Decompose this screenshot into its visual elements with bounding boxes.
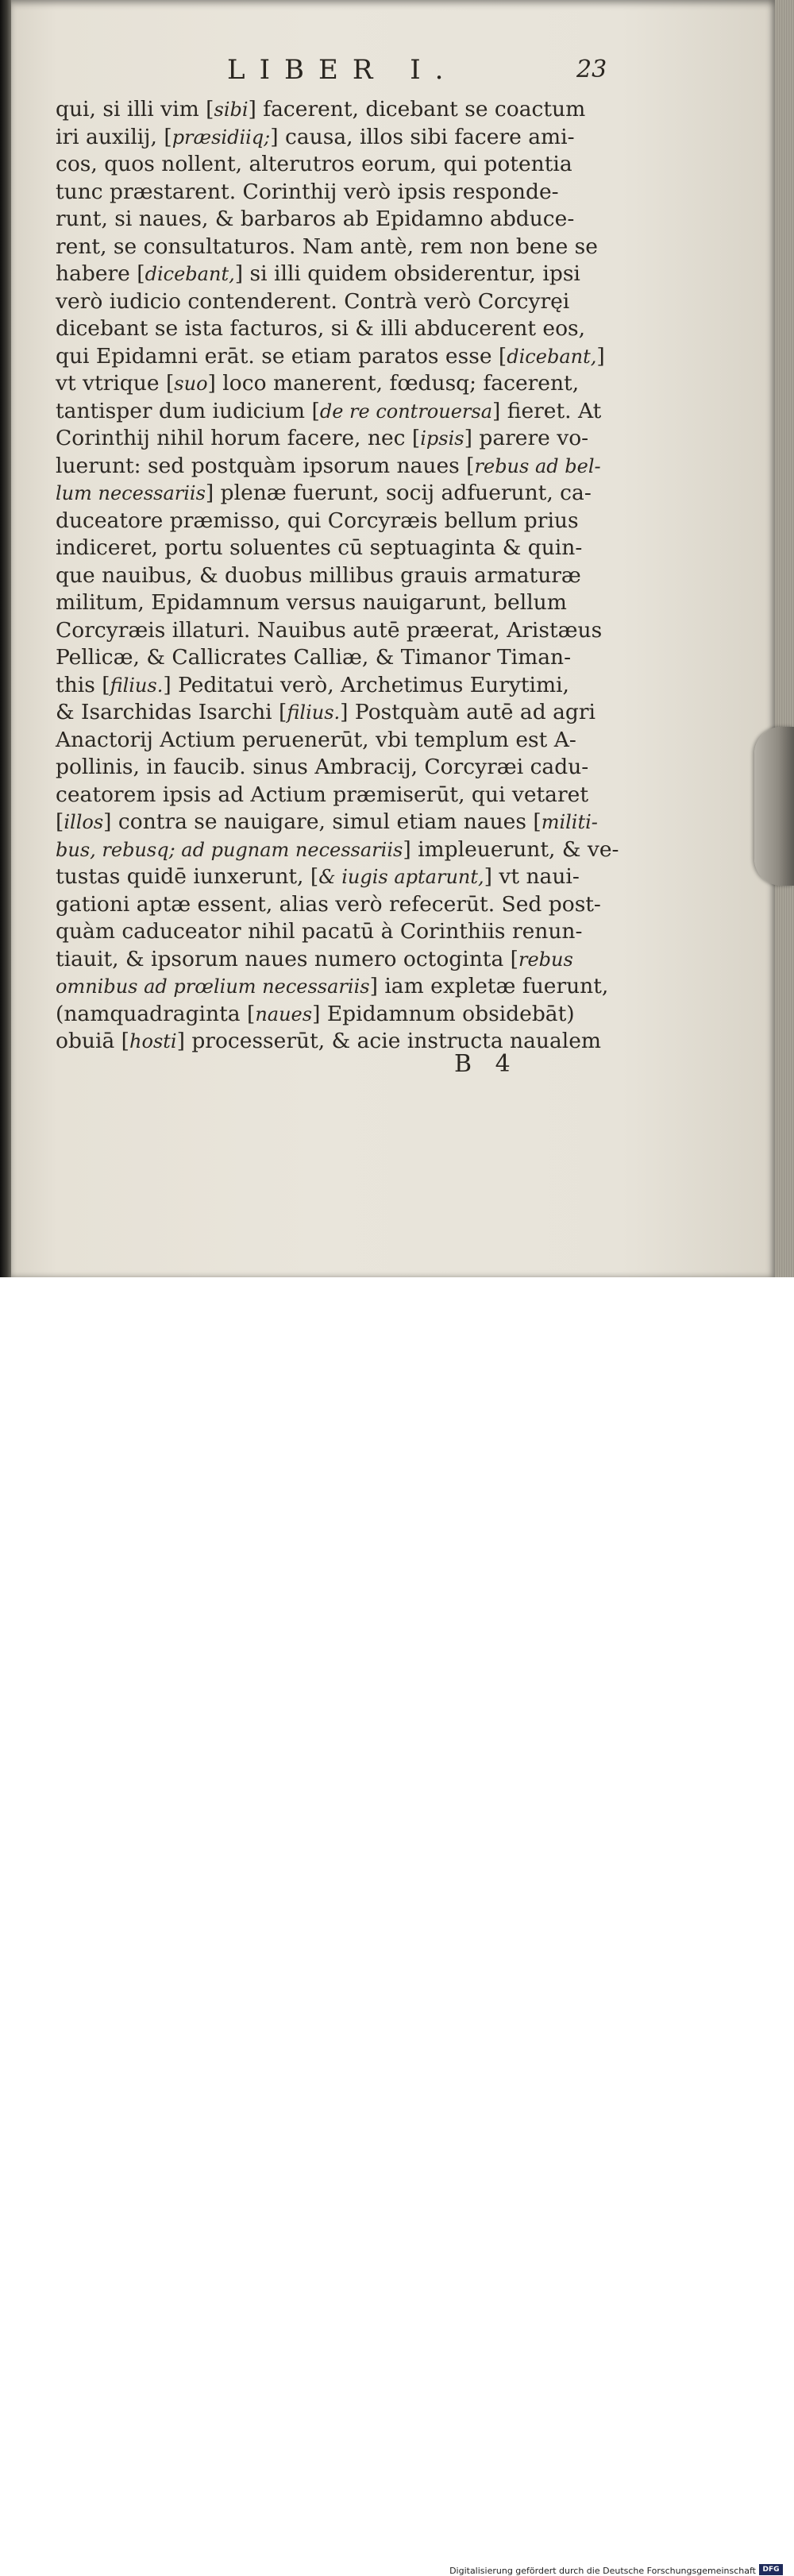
text-segment: quàm caduceator nihil pacatū à Corinthiis renun- [56,919,583,944]
text-segment: que nauibus, & duobus millibus grauis armaturæ [56,562,581,588]
text-line [56,754,627,782]
text-segment: ] fieret. At [492,398,602,423]
bracketed-note: filius. [287,701,341,724]
page-turn-tab[interactable] [754,727,794,886]
text-segment: dicebant se ista facturos, si & illi abducerent eos, [56,316,586,341]
text-line [56,453,627,481]
dfg-logo-icon: DFG [759,2564,783,2575]
bracketed-note: & iugis aptarunt, [318,866,484,888]
bracketed-note: filius. [110,674,164,697]
text-line [56,809,627,836]
text-line [56,480,627,508]
text-line [56,398,627,426]
bracketed-note: lum necessariis [56,482,206,504]
text-line [56,836,627,864]
text-segment: ] Epidamnum obsidebāt) [312,1001,575,1026]
text-line [56,315,627,343]
text-segment: habere [ [56,261,145,286]
text-segment: rent, se consultaturos. Nam antè, rem non bene se [56,234,598,259]
text-line [56,343,627,371]
text-line [56,535,627,562]
text-segment: ] si illi quidem obsiderentur, ipsi [234,261,580,286]
text-segment: vt vtrique [ [56,371,175,396]
text-segment: gationi aptæ essent, alias verò refecerūt. Sed post- [56,891,601,917]
text-line [56,589,627,617]
text-segment: cos, quos nollent, alterutros eorum, qui potentia [56,152,572,176]
text-line [56,288,627,316]
footer-bar [0,1277,794,2576]
text-line [56,234,627,261]
text-segment: ] causa, illos sibi facere ami- [270,124,575,149]
text-segment: qui Epidamni erāt. se etiam paratos esse [ [56,343,507,369]
bracketed-note: illos [64,811,104,833]
text-segment: ] iam expletæ fuerunt, [369,974,609,998]
bracketed-note: rebus ad bel- [474,454,601,477]
text-line [56,425,627,453]
text-line [56,617,627,645]
text-segment: tantisper dum iudicium [ [56,398,320,423]
text-line [56,1001,627,1029]
text-line [56,1028,627,1056]
text-segment: ] plenæ fuerunt, socij adfuerunt, ca- [205,481,592,505]
text-line [56,918,627,946]
text-segment: this [ [56,672,110,697]
bracketed-note: dicebant, [507,345,597,368]
text-line [56,370,627,398]
signature-mark: B 4 [454,1050,518,1078]
bracketed-note: sibi [214,98,249,121]
text-line [56,973,627,1001]
text-segment: Anactorij Actium peruenerūt, vbi templum est A- [56,727,576,752]
book-binding [0,0,11,1277]
text-segment: Corinthij nihil horum facere, nec [ [56,426,421,450]
bracketed-note: dicebant, [145,263,235,285]
bracketed-note: omnibus ad prœlium necessariis [56,975,370,998]
bracketed-note: ipsis [420,427,464,450]
text-line [56,699,627,727]
text-line [56,891,627,919]
text-segment: obuiā [ [56,1029,130,1053]
text-segment: ] [596,343,605,369]
bracketed-note: bus, rebusq; ad pugnam necessariis [56,838,403,861]
text-segment: iri auxilij, [ [56,124,172,149]
text-segment: ] facerent, dicebant se coactum [248,97,586,122]
text-segment: qui, si illi vim [ [56,97,214,122]
text-segment: ] Postquàm autē ad agri [340,700,596,724]
text-segment: verò iudicio contenderent. Contrà verò Corcyręi [56,288,570,314]
bracketed-note: naues [255,1002,313,1025]
book-page [11,0,775,1277]
text-segment: militum, Epidamnum versus nauigarunt, bellum [56,590,567,615]
text-segment: duceatore præmisso, qui Corcyræis bellum prius [56,508,579,533]
text-segment: luerunt: sed postquàm ipsorum naues [ [56,453,475,478]
text-line [56,261,627,288]
text-segment: pollinis, in faucib. sinus Ambracij, Corcyræi cadu- [56,755,589,779]
text-segment: (namquadraginta [ [56,1001,256,1026]
bracketed-note: rebus [518,948,573,971]
text-line [56,206,627,234]
text-segment: ] contra se nauigare, simul etiam naues [ [103,809,542,834]
scan-background [0,0,794,1277]
text-line [56,727,627,755]
digitization-credit: Digitalisierung gefördert durch die Deutsche Forschungsgemeinschaft [449,2566,756,2576]
text-line [56,946,627,974]
text-segment: & Isarchidas Isarchi [ [56,700,287,724]
text-segment: tunc præstarent. Corinthij verò ipsis responde- [56,179,559,204]
page-number: 23 [576,56,607,83]
text-line [56,644,627,672]
bracketed-note: suo [174,373,208,395]
bracketed-note: militi- [541,811,598,833]
text-segment: Pellicæ, & Callicrates Calliæ, & Timanor Timan- [56,645,572,670]
text-line [56,672,627,700]
text-line [56,863,627,891]
running-title: LIBER I. [227,54,458,86]
text-line [56,151,627,179]
text-segment: ] parere vo- [464,426,589,450]
text-line [56,562,627,590]
text-line [56,782,627,809]
text-segment: [ [56,809,64,834]
text-line [56,179,627,207]
text-line [56,124,627,152]
text-segment: indiceret, portu soluentes cū septuaginta & quin- [56,535,583,560]
text-segment: tustas quidē iunxerunt, [ [56,864,319,889]
text-segment: ] loco manerent, fœdusq; facerent, [207,371,580,396]
body-text [56,96,627,1056]
bracketed-note: de re controuersa [319,400,492,423]
bracketed-note: hosti [129,1030,177,1052]
text-segment: ] vt naui- [484,864,580,889]
text-line [56,96,627,124]
text-segment: ceatorem ipsis ad Actium præmiserūt, qui vetaret [56,782,588,807]
text-segment: runt, si naues, & barbaros ab Epidamno abduce- [56,207,575,231]
page-edges [775,0,794,1277]
text-segment: ] processerūt, & acie instructa naualem [176,1029,602,1053]
text-segment: ] impleuerunt, & ve- [403,836,619,862]
bracketed-note: præsidiiq; [172,126,271,149]
text-line [56,508,627,535]
text-segment: ] Peditatui verò, Archetimus Eurytimi, [163,672,569,697]
text-segment: tiauit, & ipsorum naues numero octoginta [ [56,946,518,971]
text-segment: Corcyræis illaturi. Nauibus autē præerat, Aristæus [56,617,603,643]
